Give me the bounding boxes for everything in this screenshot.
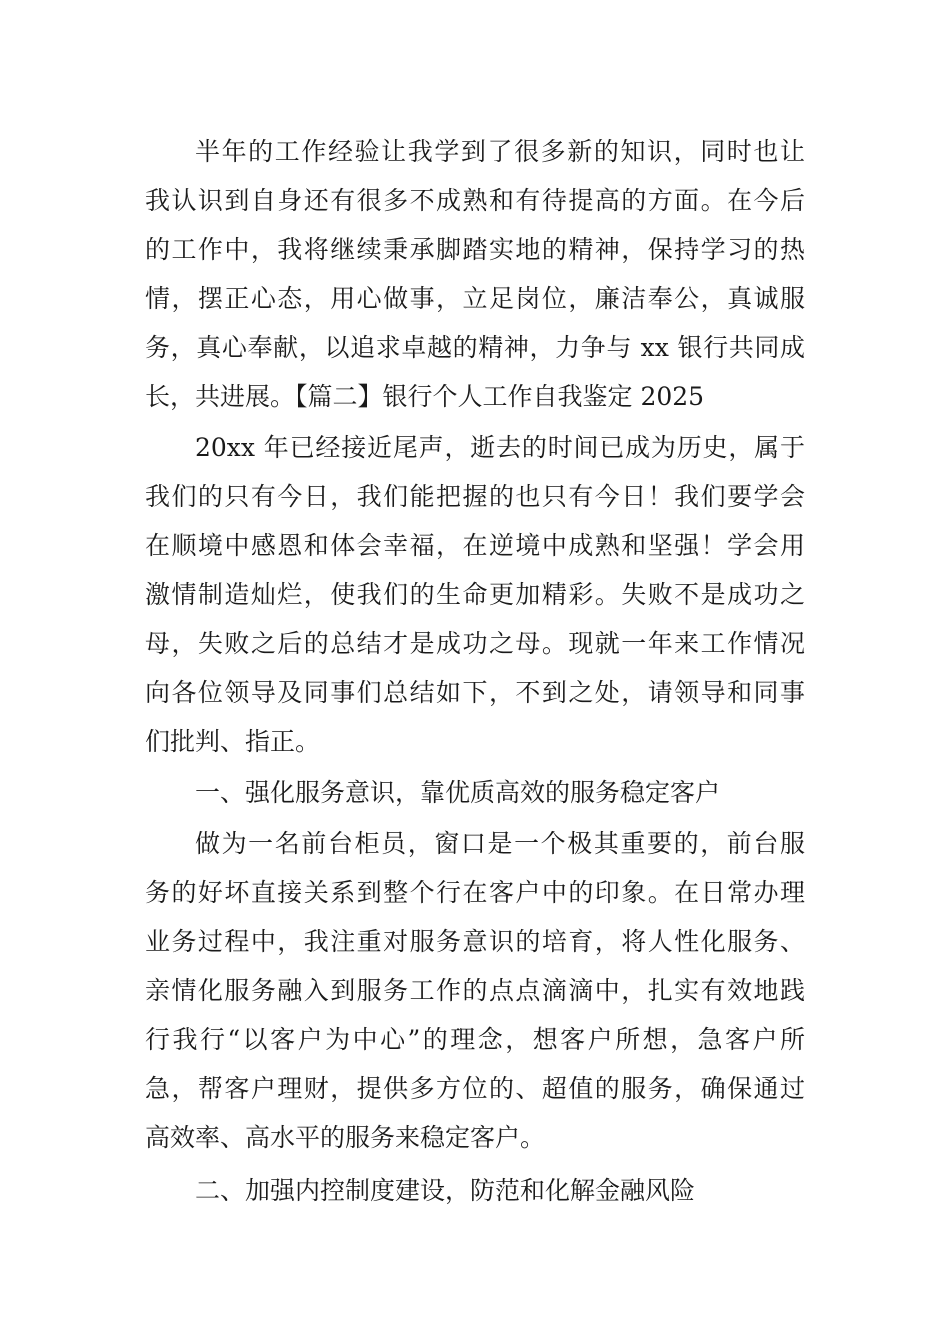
paragraph-1-line-3: 的工作中，我将继续秉承脚踏实地的精神，保持学习的热: [145, 235, 805, 264]
paragraph-1-line-6: 长，共进展。【篇二】银行个人工作自我鉴定 2025: [145, 382, 705, 411]
paragraph-1-line-5: 务，真心奉献，以追求卓越的精神，力争与 xx 银行共同成: [145, 333, 805, 362]
paragraph-3-line-4: 亲情化服务融入到服务工作的点点滴滴中，扎实有效地践: [145, 976, 805, 1005]
paragraph-1-line-1: 半年的工作经验让我学到了很多新的知识，同时也让: [195, 137, 805, 166]
paragraph-2-line-2: 我们的只有今日，我们能把握的也只有今日！我们要学会: [145, 482, 805, 511]
paragraph-1-line-2: 我认识到自身还有很多不成熟和有待提高的方面。在今后: [145, 186, 805, 215]
paragraph-3-line-5: 行我行“以客户为中心”的理念，想客户所想，急客户所: [145, 1025, 805, 1054]
paragraph-3-line-6: 急，帮客户理财，提供多方位的、超值的服务，确保通过: [145, 1074, 805, 1103]
paragraph-2-line-5: 母，失败之后的总结才是成功之母。现就一年来工作情况: [145, 629, 805, 658]
paragraph-2-line-1: 20xx 年已经接近尾声，逝去的时间已成为历史，属于: [195, 433, 805, 462]
section-heading-1: 一、强化服务意识，靠优质高效的服务稳定客户: [195, 778, 721, 807]
paragraph-3-line-1: 做为一名前台柜员，窗口是一个极其重要的，前台服: [195, 829, 805, 858]
paragraph-2-line-4: 激情制造灿烂，使我们的生命更加精彩。失败不是成功之: [145, 580, 805, 609]
paragraph-3-line-7: 高效率、高水平的服务来稳定客户。: [145, 1123, 546, 1152]
paragraph-3-line-2: 务的好坏直接关系到整个行在客户中的印象。在日常办理: [145, 878, 805, 907]
section-heading-2: 二、加强内控制度建设，防范和化解金融风险: [195, 1176, 696, 1205]
paragraph-2-line-7: 们批判、指正。: [145, 727, 321, 756]
paragraph-2-line-3: 在顺境中感恩和体会幸福，在逆境中成熟和坚强！学会用: [145, 531, 805, 560]
paragraph-1-line-4: 情，摆正心态，用心做事，立足岗位，廉洁奉公，真诚服: [145, 284, 805, 313]
paragraph-3-line-3: 业务过程中，我注重对服务意识的培育，将人性化服务、: [145, 927, 805, 956]
paragraph-2-line-6: 向各位领导及同事们总结如下，不到之处，请领导和同事: [145, 678, 805, 707]
